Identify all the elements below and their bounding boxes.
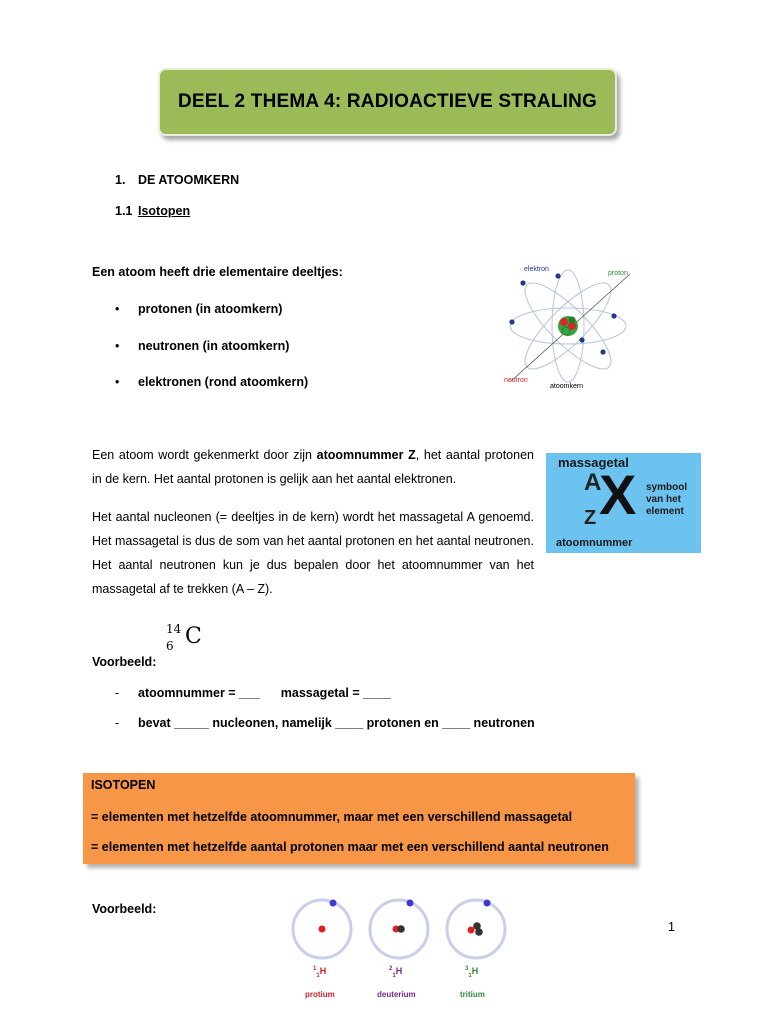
- voorbeeld-label: Voorbeeld:: [92, 655, 157, 669]
- dash-text: bevat _____ nucleonen, namelijk ____ protonen en ____ neutronen: [138, 716, 535, 730]
- carbon-symbol: C: [185, 624, 202, 649]
- dash-icon: -: [115, 686, 120, 700]
- isotopen-heading: ISOTOPEN: [91, 778, 156, 792]
- voorbeeld2-label: Voorbeeld:: [92, 902, 157, 916]
- protium-label: protium: [305, 990, 335, 999]
- bullet-text: protonen (in atoomkern): [138, 302, 283, 316]
- deuterium-symbol: [389, 966, 402, 979]
- title-banner: [158, 68, 617, 136]
- notation-symbool: symbool: [646, 482, 688, 493]
- notation-van-het: van het: [646, 494, 682, 505]
- carbon-number: 6: [166, 639, 174, 653]
- dash-icon: -: [115, 716, 120, 730]
- tritium-label: tritium: [460, 990, 485, 999]
- notation-diagram: [546, 453, 701, 553]
- page-title: DEEL 2 THEMA 4: RADIOACTIEVE STRALING: [177, 91, 598, 112]
- atom-illustration: [500, 262, 640, 394]
- isotopen-line2: = elementen met hetzelfde aantal protonen maar met een verschillend aantal neutronen: [91, 840, 609, 854]
- bullet-icon: •: [115, 339, 120, 353]
- page-number: 1: [668, 920, 675, 934]
- carbon-mass: 14: [166, 622, 182, 636]
- notation-A: A: [584, 469, 602, 496]
- dash-text: atoomnummer = ___ massagetal = ____: [138, 686, 391, 700]
- subsection-heading: Isotopen: [138, 204, 191, 218]
- paragraph-massagetal-a: [92, 505, 534, 601]
- para1-part1: Een atoom wordt gekenmerkt door zijn: [92, 448, 317, 462]
- notation-X: X: [599, 463, 637, 526]
- bullet-icon: •: [115, 375, 120, 389]
- bullet-text: neutronen (in atoomkern): [138, 339, 290, 353]
- notation-massagetal: massagetal: [558, 455, 629, 470]
- tritium-h: H: [471, 966, 479, 976]
- intro-text: Een atoom heeft drie elementaire deeltjes:: [92, 265, 343, 279]
- label-proton: proton: [608, 270, 628, 277]
- deuterium-label: deuterium: [377, 990, 416, 999]
- bullet-icon: •: [115, 302, 120, 316]
- subsection-number: 1.1: [115, 204, 133, 218]
- label-atoomkern: atoomkern: [550, 383, 584, 390]
- section-heading: DE ATOOMKERN: [138, 173, 240, 187]
- deuterium-sup: 2: [389, 966, 393, 972]
- bullet-text: elektronen (rond atoomkern): [138, 375, 309, 389]
- tritium-sup: 3: [465, 966, 469, 972]
- paragraph-atoomnummer: [92, 443, 534, 491]
- deuterium-h: H: [395, 966, 403, 976]
- label-elektron: elektron: [524, 266, 549, 273]
- deuterium-sub: 1: [392, 972, 396, 979]
- para1-bold: atoomnummer Z: [316, 448, 416, 462]
- notation-atoomnummer: atoomnummer: [556, 537, 633, 549]
- notation-element: element: [646, 506, 684, 517]
- notation-Z: Z: [584, 507, 597, 529]
- para2-text: Het aantal nucleonen (= deeltjes in de kern) wordt het massagetal A genoemd. Het massagetal is dus de som van het aantal protonen en het aantal neutronen. Het aantal neutronen kun je dus bepalen door het atoomnummer van het massagetal af te trekken (A – Z).: [92, 510, 534, 596]
- para1-part2: , het aantal protonen in de kern. Het aantal protonen is gelijk aan het aantal elektronen.: [92, 448, 534, 486]
- tritium-sub: 1: [468, 972, 472, 979]
- tritium-symbol: [465, 966, 478, 979]
- carbon-notation: [166, 622, 216, 656]
- label-neutron: neutron: [504, 377, 528, 384]
- protium-h: H: [319, 966, 327, 976]
- protium-symbol: [313, 966, 326, 979]
- isotopen-definition-box: [83, 773, 635, 864]
- protium-sup: 1: [313, 966, 317, 972]
- isotopen-line1: = elementen met hetzelfde atoomnummer, maar met een verschillend massagetal: [91, 810, 573, 824]
- section-number: 1.: [115, 173, 126, 187]
- hydrogen-isotopes-illustration: [285, 893, 515, 1003]
- protium-sub: 1: [316, 972, 320, 979]
